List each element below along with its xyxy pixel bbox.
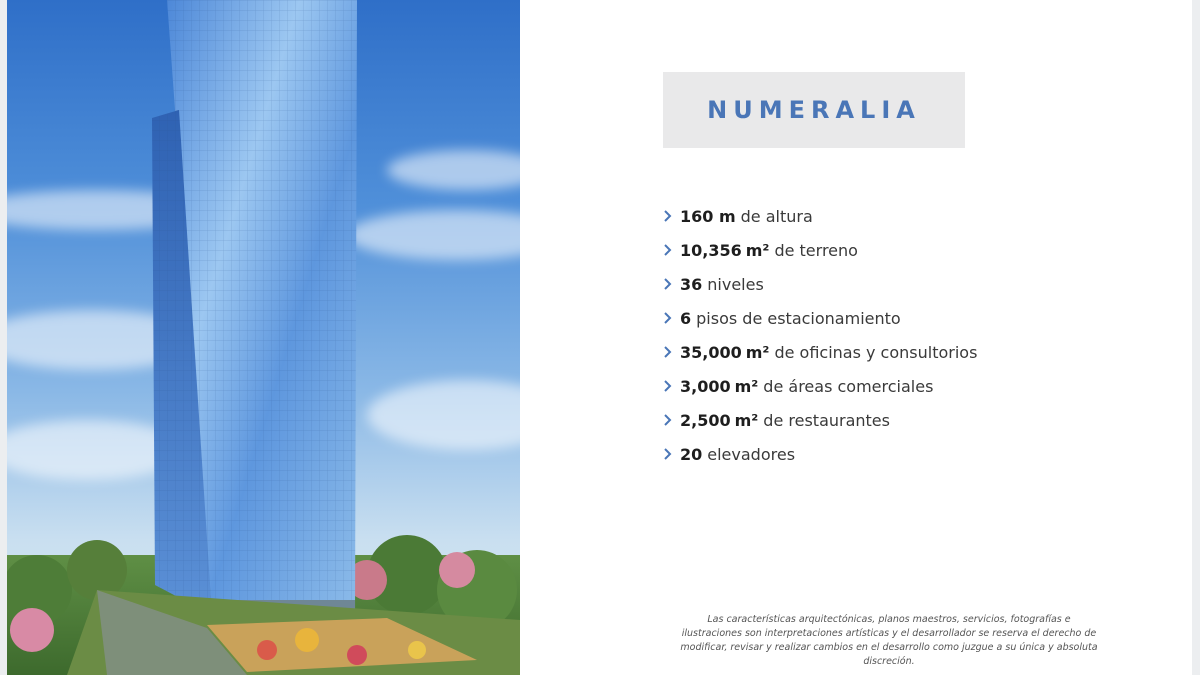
stat-value: 35,000 <box>680 342 742 362</box>
chevron-right-icon <box>661 311 675 325</box>
stats-list <box>661 199 977 471</box>
chevron-right-icon <box>661 379 675 393</box>
brochure-page <box>7 0 1192 675</box>
stat-value: 3,000 <box>680 376 731 396</box>
tower-rendering-image <box>7 0 520 675</box>
chevron-right-icon <box>661 209 675 223</box>
stat-value: 2,500 <box>680 410 731 430</box>
disclaimer-text: Las características arquitectónicas, planos maestros, servicios, fotografías e ilustraciones son interpretaciones artísticas y el desarrollador se reserva el derecho de modificar, revisar y realizar cambios en el desarrollo como juzgue a su única y absoluta discreción. <box>680 613 1098 667</box>
stat-item <box>661 437 977 471</box>
stat-text: de terreno <box>774 240 858 260</box>
stat-unit: m² <box>734 410 759 430</box>
chevron-right-icon <box>661 243 675 257</box>
stat-item <box>661 233 977 267</box>
stat-item <box>661 199 977 233</box>
stat-value: 6 <box>680 308 692 328</box>
stat-text: pisos de estacionamiento <box>696 308 901 328</box>
stat-text: niveles <box>707 274 764 294</box>
stat-text: elevadores <box>707 444 796 464</box>
stat-text: de oficinas y consultorios <box>774 342 978 362</box>
stat-unit: m² <box>745 240 770 260</box>
stat-item <box>661 301 977 335</box>
chevron-right-icon <box>661 345 675 359</box>
numeralia-title-box <box>663 72 965 148</box>
stat-value: 20 <box>680 444 703 464</box>
stat-value: 36 <box>680 274 703 294</box>
stat-text: de altura <box>740 206 813 226</box>
stat-text: de restaurantes <box>763 410 890 430</box>
stat-text: de áreas comerciales <box>763 376 934 396</box>
page-title: NUMERALIA <box>707 96 921 124</box>
chevron-right-icon <box>661 447 675 461</box>
stat-item <box>661 403 977 437</box>
stat-item <box>661 369 977 403</box>
stat-item <box>661 335 977 369</box>
chevron-right-icon <box>661 413 675 427</box>
stat-item <box>661 267 977 301</box>
chevron-right-icon <box>661 277 675 291</box>
stat-unit: m² <box>745 342 770 362</box>
stat-value: 160 m <box>680 206 736 226</box>
stat-unit: m² <box>734 376 759 396</box>
stat-value: 10,356 <box>680 240 742 260</box>
